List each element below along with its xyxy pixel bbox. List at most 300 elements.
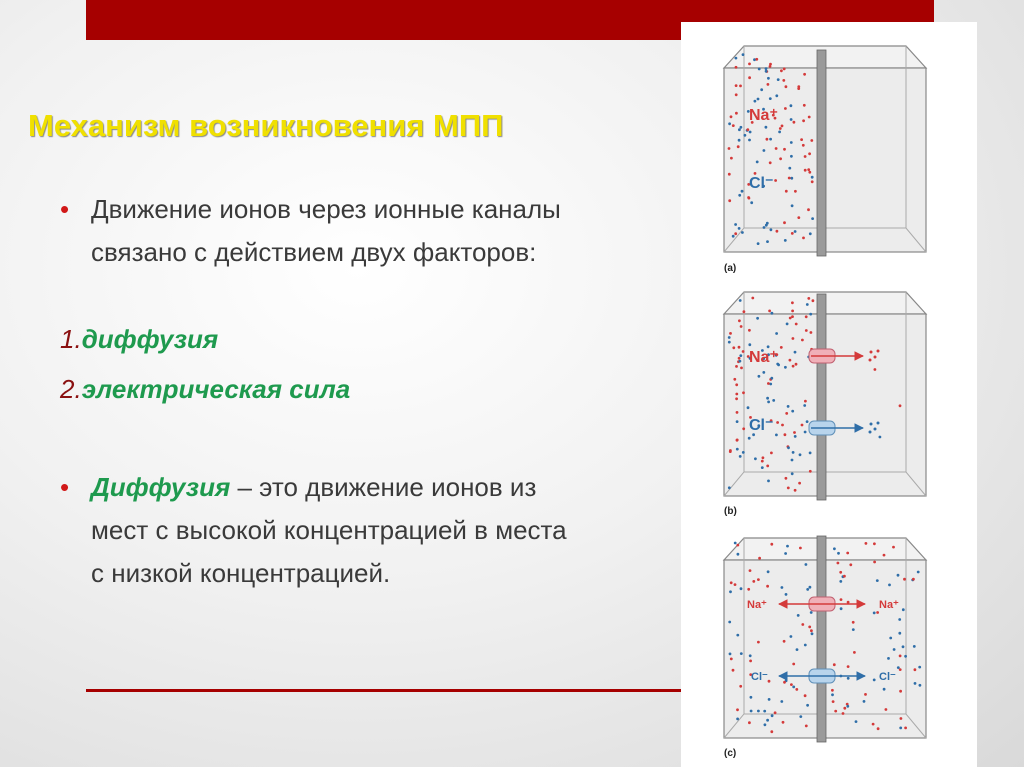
ion-dot [767,480,770,483]
ion-dot [803,104,806,107]
ion-dot [783,148,786,151]
ion-dot [740,126,743,129]
ion-dot [728,199,731,202]
ion-dot [749,660,752,663]
ion-dot [802,237,805,240]
ion-dot [767,382,770,385]
ion-dot [728,336,731,339]
ion-dot [792,337,795,340]
ion-dot [847,601,850,604]
ion-dot [801,623,804,626]
ion-dot [811,176,814,179]
ion-dot [804,400,807,403]
ion-dot [804,155,807,158]
ion-dot [768,680,771,683]
ion-dot [917,571,920,574]
ion-dot [784,366,787,369]
ion-dot [767,401,770,404]
ion-dot [729,590,732,593]
factor-item-diffusion [60,318,218,361]
ion-dot [788,177,791,180]
ion-dot [738,139,741,142]
ion-dot [739,85,742,88]
ion-dot [767,345,770,348]
membrane [817,294,826,500]
ion-dot [839,571,842,574]
ion-dot [791,315,794,318]
ion-dot [742,427,745,430]
ion-dot [767,83,770,86]
ion-dot [873,561,876,564]
ion-dot [766,240,769,243]
ion-dot [747,196,750,199]
ion-dot [766,465,769,468]
ion-dot [803,404,806,407]
ion-dot [742,391,745,394]
ion-dot [784,107,787,110]
ion-dot [847,677,850,680]
ion-dot [774,179,777,182]
ion-dot [805,563,808,566]
ion-dot [782,79,785,82]
ion-dot [785,412,788,415]
ion-dot [780,700,783,703]
ion-dot [779,127,782,130]
ion-dot [799,715,802,718]
ion-dot [790,635,793,638]
ion-dot [779,157,782,160]
factor-text: электрическая сила [81,374,351,404]
ion-dot [775,332,778,335]
ion-dot [769,65,772,68]
ion-dot [743,310,746,313]
ion-dot [736,634,739,637]
ion-dot [770,452,773,455]
ion-dot [735,84,738,87]
ion-dot [790,683,793,686]
ion-dot [876,579,879,582]
ion-dot [811,180,814,183]
ion-dot [732,235,735,238]
cl-ion-label: Cl⁻ [749,175,774,192]
ion-dot [737,145,740,148]
ion-dot [794,435,797,438]
ion-dot [738,227,741,230]
ion-dot [757,98,760,101]
ion-dot [766,585,769,588]
ion-dot [873,679,876,682]
ion-dot [735,383,738,386]
ion-dot [736,544,739,547]
ion-dot [749,654,752,657]
ion-dot [792,663,795,666]
ion-dot [728,341,731,344]
ion-dot [738,194,741,197]
ion-dot [749,131,752,134]
ion-dot [802,144,805,147]
ion-dot [801,424,804,427]
ion-dot [794,489,797,492]
ion-dot [846,705,849,708]
ion-dot [788,167,791,170]
ion-dot [732,669,735,672]
factor-item-electric-force [60,368,350,411]
ion-dot [801,339,804,342]
ion-dot [833,663,836,666]
ion-dot [787,487,790,490]
ion-dot [794,230,797,233]
ion-dot [787,405,790,408]
ion-dot [763,226,766,229]
ion-dot [794,351,797,354]
ion-dot [796,648,799,651]
ion-dot [793,431,796,434]
ion-dot [755,58,758,61]
ion-dot [735,66,738,69]
ion-dot [735,112,738,115]
ion-dot [748,139,751,142]
ion-dot [739,685,742,688]
ion-dot [751,297,754,300]
ion-dot [832,700,835,703]
ion-dot [809,232,812,235]
ion-dot [775,434,778,437]
ion-dot [771,312,774,315]
cl-ion-label: Cl⁻ [749,417,774,434]
ion-dot [888,584,891,587]
ion-dot [775,147,778,150]
ion-dot [883,688,886,691]
ion-dot [795,688,798,691]
ion-dot [741,190,744,193]
ion-dot [904,727,907,730]
ion-dot [728,147,731,150]
ion-dot [739,354,742,357]
ion-dot [847,665,850,668]
ion-dot [769,383,772,386]
ion-dot [800,138,803,141]
ion-dot [739,299,742,302]
ion-dot [790,118,793,121]
ion-dot [734,223,737,226]
ion-dot [781,424,784,427]
ion-dot [806,704,809,707]
intro-text: Движение ионов через ионные каналы связано с действием двух факторов: [91,194,561,267]
ion-dot [873,542,876,545]
ion-dot [780,346,783,349]
membrane [817,50,826,256]
ion-dot [810,139,813,142]
ion-dot [758,68,761,71]
ion-dot [897,574,900,577]
ion-dot [761,460,764,463]
ion-dot [877,727,880,730]
ion-dot [740,325,743,328]
ion-dot [746,128,749,131]
ion-dot [892,546,895,549]
ion-dot [783,221,786,224]
ion-dot [785,190,788,193]
ion-dot [812,299,815,302]
ion-dot [748,343,751,346]
na-ion-label: Na⁺ [749,349,778,366]
ion-dot [728,122,731,125]
ion-dot [872,723,875,726]
ion-dot [810,611,813,614]
na-ion-label-right: Na⁺ [879,599,899,611]
ion-dot [757,710,760,713]
ion-dot [811,217,814,220]
ion-dot [757,578,760,581]
ion-dot [741,231,744,234]
ion-dot [808,116,811,119]
ion-dot [855,720,858,723]
panel-a [724,46,926,274]
ion-dot [769,161,772,164]
ion-dot [810,331,813,334]
panel-label: (b) [724,506,737,517]
ion-dot [737,553,740,556]
ion-dot [729,653,732,656]
ion-dot [765,224,768,227]
ion-dot [781,586,784,589]
ion-dot [809,313,812,316]
ion-dot [742,350,745,353]
ion-dot [738,319,741,322]
na-ion-label-left: Na⁺ [747,599,767,611]
ion-dot [792,365,795,368]
ion-dot [736,411,739,414]
ion-dot [840,607,843,610]
definition-text [91,466,571,595]
ion-dot [770,377,773,380]
ion-dot [899,690,902,693]
ion-dot [742,53,745,56]
ion-dot [805,329,808,332]
ion-dot [834,710,837,713]
ion-dot [735,57,738,60]
ion-dot [899,655,902,658]
ion-dot [748,437,751,440]
ion-dot [833,547,836,550]
factor-number: 1. [60,324,82,354]
ion-dot [748,329,751,332]
ion-dot [769,63,772,66]
ion-dot [752,580,755,583]
ion-dot [742,451,745,454]
ion-dot [728,486,731,489]
ion-dot [785,85,788,88]
definition-rest: – это движение ионов из мест с высокой концентрацией в места с низкой концентрацией. [91,472,567,588]
ion-dot [756,161,759,164]
ion-dot [791,232,794,235]
ion-dot [762,371,765,374]
ion-dot [873,612,876,615]
ion-dot [804,644,807,647]
panel-label: (a) [724,263,737,274]
factor-text: диффузия [81,324,219,354]
ion-dot [732,124,735,127]
cl-ion-label-left: Cl⁻ [751,671,768,683]
ion-dot [797,87,800,90]
ion-dot [852,621,855,624]
ion-dot [792,686,795,689]
ion-dot [763,710,766,713]
bullet-marker: • [60,472,70,502]
ion-dot [802,119,805,122]
ion-dot [785,593,788,596]
panel-b [724,292,926,517]
ion-dot [736,439,739,442]
ion-dot [786,323,789,326]
ion-dot [795,363,798,366]
ion-dot [730,581,733,584]
ion-dot [899,404,902,407]
ion-dot [765,67,768,70]
ion-dot [766,397,769,400]
ion-dot [805,725,808,728]
ion-dot [730,157,733,160]
ion-dot [734,583,737,586]
ion-dot [734,542,737,545]
ion-dot [792,451,795,454]
ion-dot [757,242,760,245]
ion-dot [899,727,902,730]
ion-dot [837,562,840,565]
ion-dot [780,69,783,72]
ion-dot [783,681,786,684]
ion-dot [750,696,753,699]
ion-dot [729,332,732,335]
ion-dot [748,76,751,79]
definition-term: Диффузия [91,472,231,502]
ion-dot [810,629,813,632]
ion-dot [790,177,793,180]
ion-dot [803,73,806,76]
ion-dot [784,433,787,436]
ion-dot [798,482,801,485]
ion-dot [777,78,780,81]
ion-dot [766,138,769,141]
ion-dot [790,141,793,144]
ion-dot [730,115,733,118]
ion-dot [804,694,807,697]
ion-dot [807,208,810,211]
ion-dot [771,714,774,717]
ion-dot [849,563,852,566]
ion-dot [775,94,778,97]
ion-dot [887,657,890,660]
ion-dot [740,652,743,655]
ion-dot [793,121,796,124]
ion-dot [809,470,812,473]
ion-dot [738,346,741,349]
ion-dot [806,588,809,591]
ion-dot [898,632,901,635]
ion-dot [736,708,739,711]
ion-dot [765,70,768,73]
ion-dot [748,63,751,66]
ion-dot [864,693,867,696]
ion-dot [839,580,842,583]
ion-dot [754,457,757,460]
ion-dot [736,420,739,423]
ion-dot [782,721,785,724]
ion-dot [783,640,786,643]
ion-dot [744,134,747,137]
ion-dot [790,104,793,107]
ion-dot [898,618,901,621]
ion-dot [885,708,888,711]
ion-dot [797,216,800,219]
ion-dot [734,232,737,235]
footer-divider [86,689,686,692]
ion-dot [795,323,798,326]
ion-dot [865,542,868,545]
ion-dot [807,297,810,300]
ion-dot [809,586,812,589]
ion-dot [791,310,794,313]
ion-dot [900,717,903,720]
ion-dot [893,648,896,651]
membrane [817,536,826,742]
ion-dot [903,578,906,581]
ion-dot [809,452,812,455]
slide-title: Механизм возникновения МПП [28,108,504,143]
ion-dot [799,547,802,550]
ion-dot [808,626,811,629]
ion-dot [756,317,759,320]
ion-dot [767,570,770,573]
ion-dot [794,190,797,193]
ion-dot [781,125,784,128]
ion-dot [738,357,741,360]
ion-dot [768,310,771,313]
ion-dot [791,472,794,475]
ion-dot [785,477,788,480]
ion-dot [763,149,766,152]
ion-dot [769,138,772,141]
ion-dot [852,628,855,631]
ion-dot [806,420,809,423]
ion-dot [747,588,750,591]
ion-dot [831,689,834,692]
ion-dot [831,693,834,696]
ion-dot [840,598,843,601]
ion-dot [769,97,772,100]
ion-dot [766,719,769,722]
ion-dot [776,230,779,233]
ion-dot [914,682,917,685]
ion-dot [806,303,809,306]
ion-dot [747,406,750,409]
ion-dot [791,301,794,304]
ion-dot [789,359,792,362]
ion-dot [811,632,814,635]
ion-dot [808,171,811,174]
ion-dot [843,575,846,578]
ion-dot [732,346,735,349]
ion-dot [874,368,877,371]
ion-dot [768,698,771,701]
ion-dot [902,608,905,611]
ion-dot [918,666,921,669]
ion-dot [761,466,764,469]
ion-dot [770,730,773,733]
ion-dot [770,228,773,231]
ion-dot [784,552,787,555]
ion-dot [770,543,773,546]
